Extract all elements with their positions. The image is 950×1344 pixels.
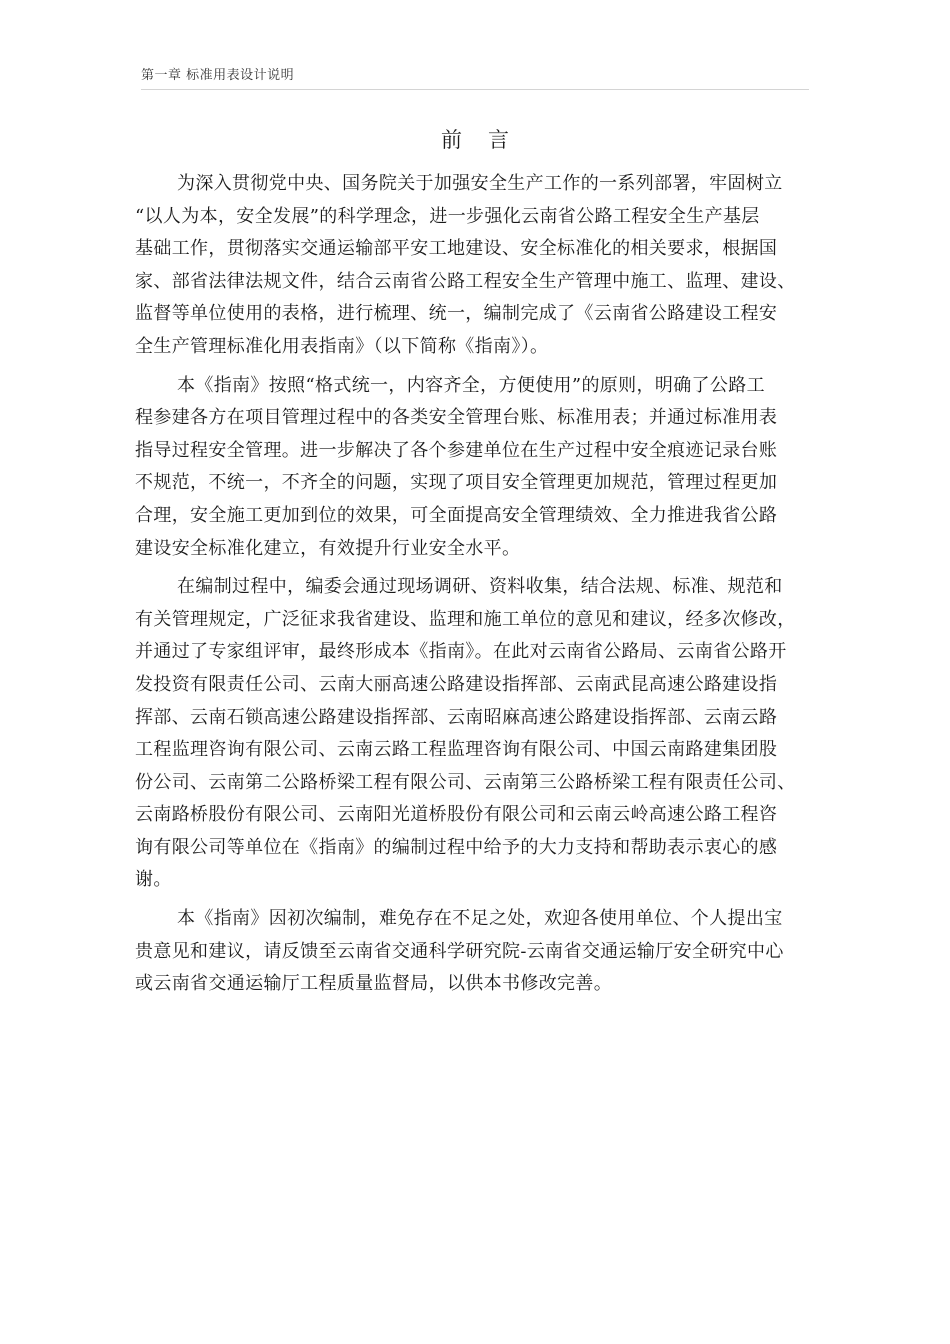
page-title: 前言 [441, 128, 535, 152]
text-line: “以人为本，安全发展”的科学理念，进一步强化云南省公路工程安全生产基层 [135, 205, 760, 227]
paragraph-3 [135, 571, 825, 897]
running-header-title: 第一章 标准用表设计说明 [141, 68, 295, 83]
text-line: 指导过程安全管理。进一步解决了各个参建单位在生产过程中安全痕迹记录台账 [135, 439, 778, 461]
text-line: 有关管理规定，广泛征求我省建设、监理和施工单位的意见和建议，经多次修改， [135, 608, 796, 630]
text-line: 份公司、云南第二公路桥梁工程有限公司、云南第三公路桥梁工程有限责任公司、 [135, 771, 796, 793]
text-line: 合理，安全施工更加到位的效果，可全面提高安全管理绩效、全力推进我省公路 [135, 504, 778, 526]
text-line: 并通过了专家组评审，最终形成本《指南》。在此对云南省公路局、云南省公路开 [135, 641, 787, 663]
text-line: 本《指南》按照“格式统一，内容齐全，方便使用”的原则，明确了公路工 [177, 374, 765, 396]
text-line: 贵意见和建议，请反馈至云南省交通科学研究院-云南省交通运输厅安全研究中心 [135, 940, 784, 962]
text-line: 建设安全标准化建立，有效提升行业安全水平。 [135, 537, 521, 559]
text-line: 家、部省法律法规文件，结合云南省公路工程安全生产管理中施工、监理、建设、 [135, 270, 796, 292]
body-text [135, 168, 825, 1007]
text-line: 程参建各方在项目管理过程中的各类安全管理台账、标准用表；并通过标准用表 [135, 407, 778, 429]
text-line: 基础工作，贯彻落实交通运输部平安工地建设、安全标准化的相关要求，根据国 [135, 238, 778, 260]
text-line: 监督等单位使用的表格，进行梳理、统一，编制完成了《云南省公路建设工程安 [135, 303, 778, 325]
running-header [141, 67, 809, 90]
text-line: 或云南省交通运输厅工程质量监督局，以供本书修改完善。 [135, 973, 613, 995]
text-line: 本《指南》因初次编制，难免存在不足之处，欢迎各使用单位、个人提出宝 [177, 908, 783, 930]
text-line: 不规范，不统一，不齐全的问题，实现了项目安全管理更加规范，管理过程更加 [135, 472, 778, 494]
text-line: 挥部、云南石锁高速公路建设指挥部、云南昭麻高速公路建设指挥部、云南云路 [135, 706, 778, 728]
text-line: 发投资有限责任公司、云南大丽高速公路建设指挥部、云南武昆高速公路建设指 [135, 673, 778, 695]
text-line: 谢。 [135, 869, 172, 891]
paragraph-2 [135, 370, 825, 566]
text-line: 工程监理咨询有限公司、云南云路工程监理咨询有限公司、中国云南路建集团股 [135, 739, 778, 761]
text-line: 在编制过程中，编委会通过现场调研、资料收集，结合法规、标准、规范和 [177, 576, 783, 598]
text-line: 为深入贯彻党中央、国务院关于加强安全生产工作的一系列部署，牢固树立 [177, 173, 783, 194]
text-line: 全生产管理标准化用表指南》（以下简称《指南》）。 [135, 335, 549, 357]
text-line: 询有限公司等单位在《指南》的编制过程中给予的大力支持和帮助表示衷心的感 [135, 836, 778, 858]
text-line: 云南路桥股份有限公司、云南阳光道桥股份有限公司和云南云岭高速公路工程咨 [135, 804, 778, 826]
paragraph-1 [135, 168, 825, 364]
paragraph-4 [135, 903, 825, 1001]
